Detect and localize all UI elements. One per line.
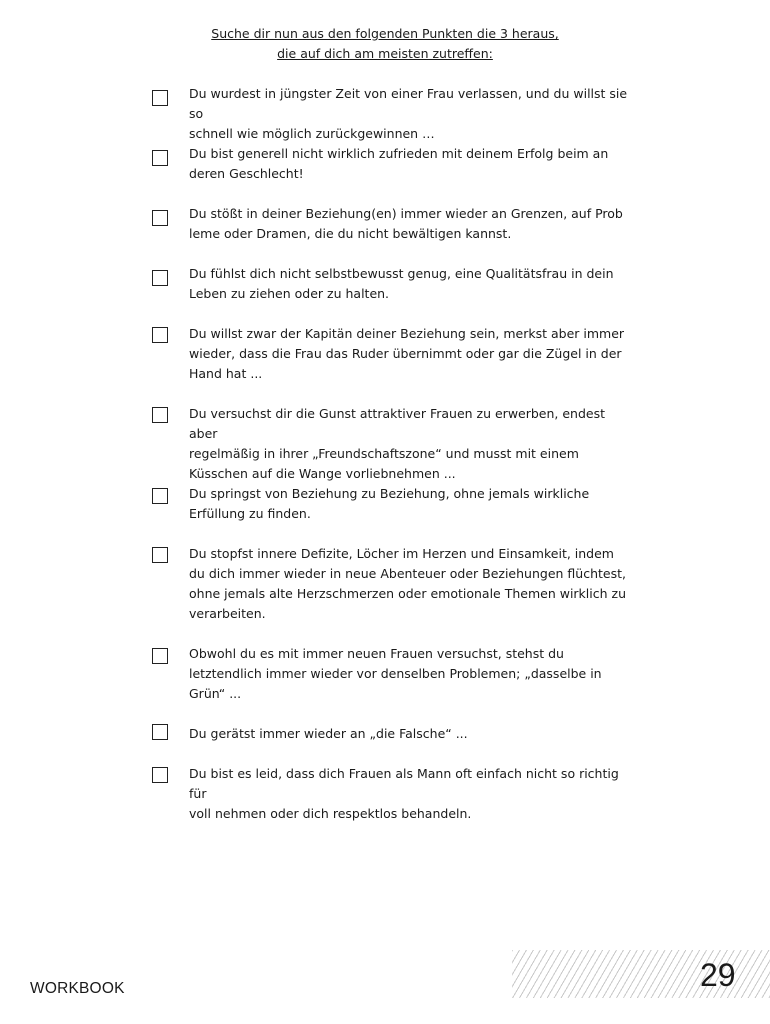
checklist-item-text: Du gerätst immer wieder an „die Falsche“ ... (189, 726, 468, 741)
checklist-item-text: Du versuchst dir die Gunst attraktiver Frauen zu erwerben, endest aber regelmäßig in ihrer „Freundschaftszone“ und musst mit einem Küsschen auf die Wange vorliebnehmen ... (189, 406, 606, 481)
instruction-heading (160, 24, 610, 64)
page-number: 29 (700, 957, 736, 993)
instruction-heading-line-1: Suche dir nun aus den folgenden Punkten die 3 heraus, (211, 26, 559, 41)
checklist-item-text: Du stopfst innere Defizite, Löcher im Herzen und Einsamkeit, indem du dich immer wieder in neue Abenteuer oder Beziehungen flüchtest, ohne jemals alte Herzschmerzen oder emotionale Themen wirklich zu verarbeiten. (189, 546, 626, 621)
checklist-item-text: Du bist es leid, dass dich Frauen als Mann oft einfach nicht so richtig für voll nehmen oder dich respektlos behandeln. (189, 766, 619, 821)
checkbox[interactable] (152, 407, 168, 423)
checklist-item-text: Obwohl du es mit immer neuen Frauen versuchst, stehst du letztendlich immer wieder vor denselben Problemen; „dasselbe in Grün“ ... (189, 646, 602, 701)
checkbox[interactable] (152, 488, 168, 504)
checkbox[interactable] (152, 767, 168, 783)
workbook-label: WORKBOOK (30, 980, 125, 997)
checkbox[interactable] (152, 547, 168, 563)
checkbox[interactable] (152, 270, 168, 286)
checklist-item-text: Du springst von Beziehung zu Beziehung, ohne jemals wirkliche Erfüllung zu finden. (189, 486, 590, 521)
checklist-item-text: Du bist generell nicht wirklich zufrieden mit deinem Erfolg beim an deren Geschlecht! (189, 146, 609, 181)
checklist-item-text: Du stößt in deiner Beziehung(en) immer wieder an Grenzen, auf Prob leme oder Dramen, die du nicht bewältigen kannst. (189, 206, 623, 241)
checkbox[interactable] (152, 327, 168, 343)
checkbox[interactable] (152, 150, 168, 166)
checklist-item-text: Du willst zwar der Kapitän deiner Beziehung sein, merkst aber immer wieder, dass die Frau das Ruder übernimmt oder gar die Zügel in der Hand hat ... (189, 326, 625, 381)
checklist-item-text: Du fühlst dich nicht selbstbewusst genug, eine Qualitätsfrau in dein Leben zu ziehen oder zu halten. (189, 266, 614, 301)
checkbox[interactable] (152, 724, 168, 740)
checkbox[interactable] (152, 90, 168, 106)
instruction-heading-line-2: die auf dich am meisten zutreffen: (277, 46, 493, 61)
checkbox[interactable] (152, 648, 168, 664)
checkbox[interactable] (152, 210, 168, 226)
checklist-item-text: Du wurdest in jüngster Zeit von einer Frau verlassen, und du willst sie so schnell wie möglich zurückgewinnen … (189, 86, 628, 141)
